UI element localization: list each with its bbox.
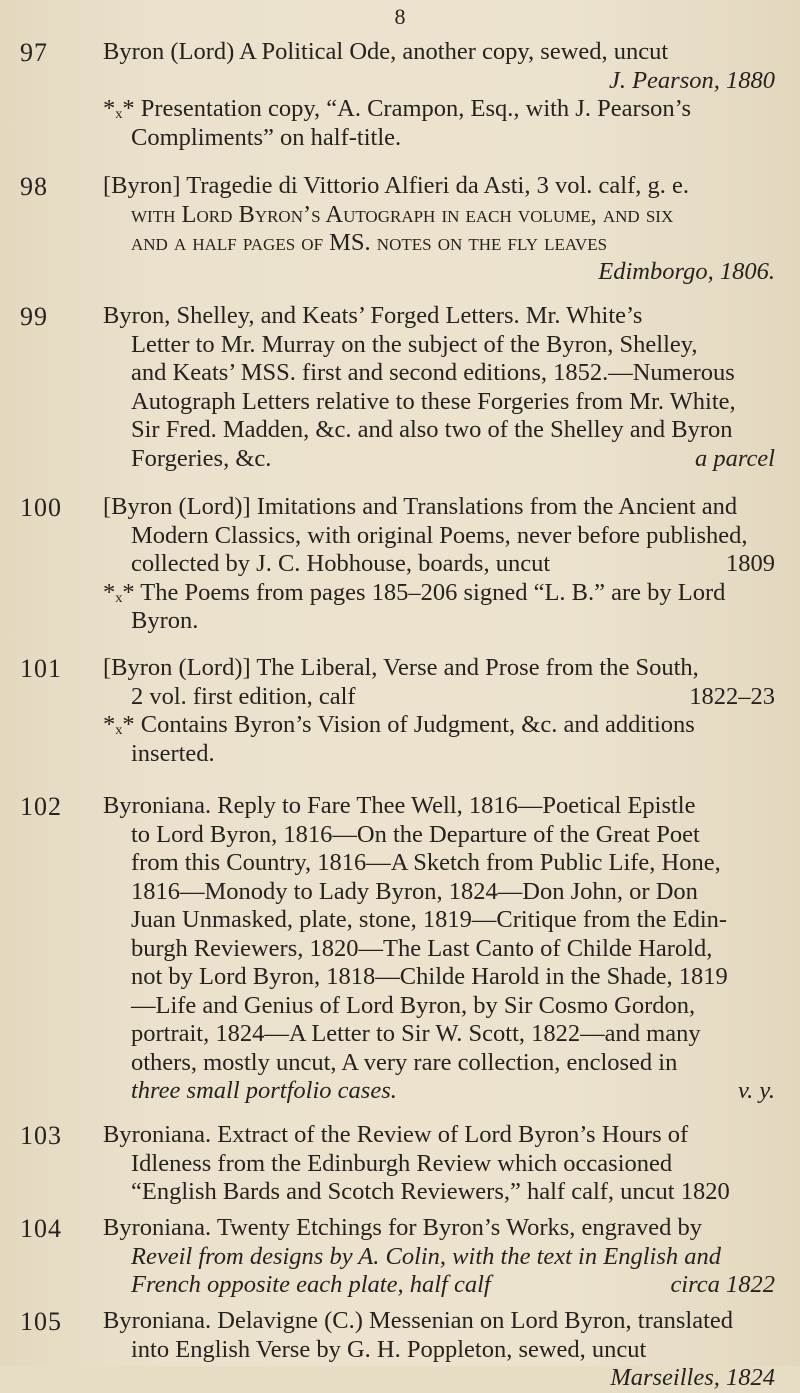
entry-line [103, 1077, 775, 1106]
entry-line-part: a parcel [694, 444, 775, 472]
lot-number: 99 [20, 302, 48, 331]
entry-line: Byron (Lord) A Political Ode, another copy, sewed, uncut [103, 38, 669, 65]
entry-line: to Lord Byron, 1816—On the Departure of the Great Poet [131, 820, 700, 848]
entry-line: —Life and Genius of Lord Byron, by Sir Cosmo Gordon, [131, 991, 696, 1019]
lot-number: 97 [20, 38, 48, 67]
entry-line: *ₓ* Presentation copy, “A. Crampon, Esq., with J. Pearson’s [103, 95, 691, 122]
entry-line-part: French opposite each plate, half calf [131, 1271, 491, 1298]
entry-line-part: 1809 [726, 550, 775, 577]
entry-line: and Keats’ MSS. first and second editions, 1852.—Numerous [131, 359, 735, 386]
entry-line: with Lord Byron’s Autograph in each volume, and six [131, 200, 674, 228]
entry-line: burgh Reviewers, 1820—The Last Canto of Childe Harold, [131, 934, 713, 962]
entry-line: *ₓ* The Poems from pages 185–206 signed “L. B.” are by Lord [103, 578, 726, 606]
entry-line-part: 1822–23 [689, 682, 775, 710]
entry-line: inserted. [131, 739, 215, 767]
entry-line [103, 445, 775, 474]
lot-number: 98 [20, 172, 48, 201]
entry-line: Autograph Letters relative to these Forgeries from Mr. White, [131, 387, 736, 415]
entry-text [103, 172, 775, 286]
entry-line-part: three small portfolio cases. [131, 1077, 397, 1104]
entry-line: Juan Unmasked, plate, stone, 1819—Critique from the Edin- [131, 906, 728, 933]
entry-text [103, 38, 775, 152]
entry-line: 1816—Monody to Lady Byron, 1824—Don John, or Don [131, 877, 698, 905]
entry-line: not by Lord Byron, 1818—Childe Harold in the Shade, 1819 [131, 963, 728, 990]
entry-line-part: 2 vol. first edition, calf [131, 682, 356, 710]
entry-line: Reveil from designs by A. Colin, with the text in English and [131, 1242, 721, 1270]
entry-line: Byron, Shelley, and Keats’ Forged Letters. Mr. White’s [103, 302, 643, 329]
entry-line [103, 550, 775, 579]
entry-line: Marseilles, 1824 [610, 1364, 775, 1391]
entry-text [103, 1214, 775, 1300]
entry-line: Modern Classics, with original Poems, never before published, [131, 521, 748, 549]
lot-number: 102 [20, 792, 62, 821]
entry-line: others, mostly uncut, A very rare collection, enclosed in [131, 1048, 678, 1076]
entry-line: Byron. [131, 607, 199, 634]
entry-text [103, 493, 775, 636]
entry-text [103, 1307, 775, 1393]
entry-line: and a half pages of MS. notes on the fly leaves [131, 229, 608, 256]
entry-line: portrait, 1824—A Letter to Sir W. Scott, 1822—and many [131, 1020, 701, 1047]
entry-text [103, 654, 775, 768]
lot-number: 105 [20, 1307, 62, 1336]
entry-line: from this Country, 1816—A Sketch from Public Life, Hone, [131, 849, 721, 876]
lot-number: 101 [20, 654, 62, 683]
entry-line: Compliments” on half-title. [131, 123, 402, 151]
lot-number: 104 [20, 1214, 62, 1243]
entry-line-part: circa 1822 [670, 1271, 775, 1298]
entry-line: Idleness from the Edinburgh Review which occasioned [131, 1149, 673, 1177]
entry-line-part: collected by J. C. Hobhouse, boards, uncut [131, 550, 551, 577]
entry-line: [Byron (Lord)] Imitations and Translations from the Ancient and [103, 493, 738, 520]
entry-line: Sir Fred. Madden, &c. and also two of the Shelley and Byron [131, 416, 733, 443]
entry-line: [Byron (Lord)] The Liberal, Verse and Prose from the South, [103, 654, 699, 681]
entry-line: into English Verse by G. H. Poppleton, sewed, uncut [131, 1335, 647, 1363]
entry-line: Byroniana. Reply to Fare Thee Well, 1816—Poetical Epistle [103, 792, 696, 819]
entry-line: “English Bards and Scotch Reviewers,” half calf, uncut 1820 [131, 1178, 730, 1205]
page-number: 8 [394, 4, 406, 29]
entry-text [103, 302, 775, 473]
entry-line [103, 1271, 775, 1300]
lot-number: 103 [20, 1121, 62, 1150]
entry-line-part: Forgeries, &c. [131, 444, 272, 472]
entry-line: Letter to Mr. Murray on the subject of the Byron, Shelley, [131, 330, 698, 358]
entry-line-part: v. y. [738, 1077, 775, 1104]
entry-line: *ₓ* Contains Byron’s Vision of Judgment, &c. and additions [103, 711, 695, 738]
entry-line: Edimborgo, 1806. [598, 257, 775, 285]
entry-line: [Byron] Tragedie di Vittorio Alfieri da Asti, 3 vol. calf, g. e. [103, 172, 690, 199]
entry-line: Byroniana. Delavigne (C.) Messenian on Lord Byron, translated [103, 1307, 734, 1334]
entry-line: Byroniana. Twenty Etchings for Byron’s Works, engraved by [103, 1214, 702, 1241]
entry-text [103, 792, 775, 1106]
entry-text [103, 1121, 775, 1207]
entry-line: Byroniana. Extract of the Review of Lord Byron’s Hours of [103, 1121, 689, 1148]
entry-line [103, 683, 775, 712]
entry-line: J. Pearson, 1880 [608, 66, 775, 94]
lot-number: 100 [20, 493, 62, 522]
